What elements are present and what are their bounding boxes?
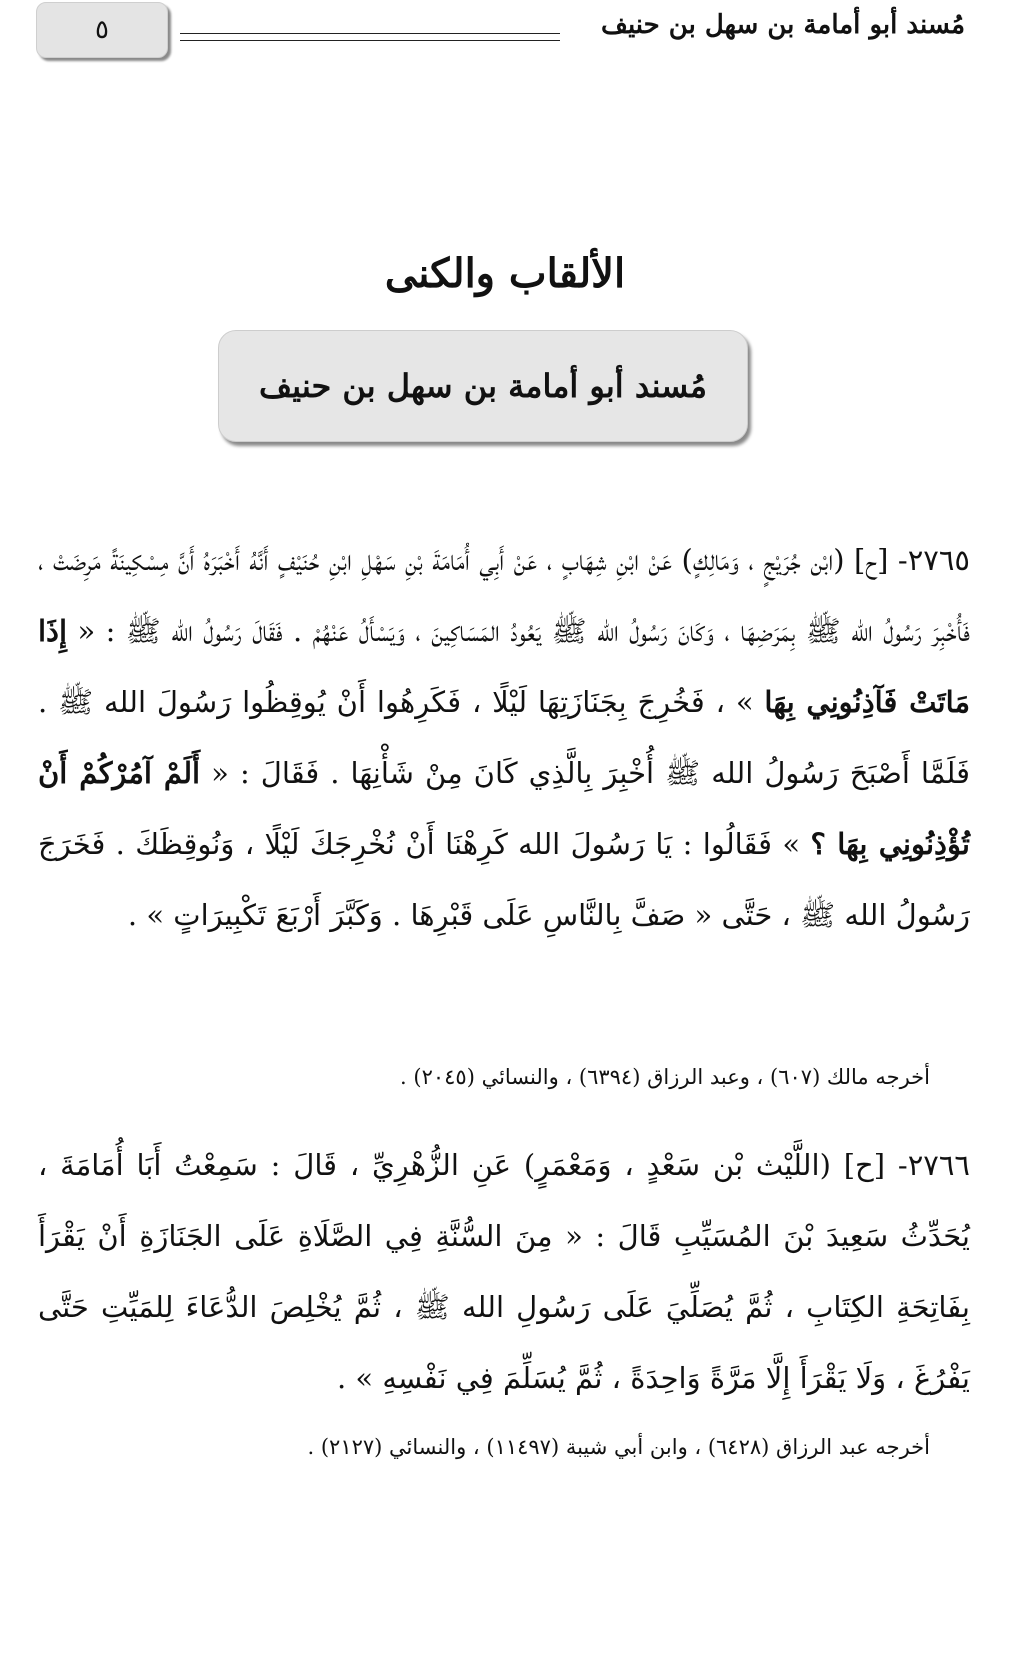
prophetic-saying: أَلَمْ آمُرْكُمْ أَنْ تُؤْذِنُونِي بِهَا ؟ [38,756,970,861]
hadith-2766 [38,1130,970,1414]
musnad-title-box [218,330,748,442]
header-double-rule [180,33,560,41]
running-header-title: مُسند أبو أمامة بن سهل بن حنيف [601,10,965,40]
hadith-takhrij: أخرجه مالك (٦٠٧) ، وعبد الرزاق (٦٣٩٤) ، والنسائي (٢٠٤٥) . [400,1065,930,1089]
hadith-takhrij: أخرجه عبد الرزاق (٦٤٢٨) ، وابن أبي شيبة (١١٤٩٧) ، والنسائي (٢١٢٧) . [307,1435,930,1459]
page-number-badge [36,2,168,58]
chapter-title: الألقاب والكنى [384,250,626,297]
hadith-number: ٢٧٦٦- [897,1148,971,1182]
hadith-text: [ح] (اللَّيْث بْن سَعْدٍ ، وَمَعْمَرٍ) عَنِ الزُّهْرِيِّ ، قَالَ : سَمِعْتُ أَبَا أُمَامَةَ ، يُحَدِّثُ سَعِيدَ بْنَ المُسَيِّبِ قَالَ : « مِنَ السُّنَّةِ فِي الصَّلَاةِ عَلَى الجَنَازَةِ أَنْ يَقْرَأَ بِفَاتِحَةِ الكِتَابِ ، ثُمَّ يُصَلِّيَ عَلَى رَسُولِ الله ﷺ ، ثُمَّ يُخْلِصَ الدُّعَاءَ لِلمَيِّتِ حَتَّى يَفْرُغَ ، وَلَا يَقْرَأَ إِلَّا مَرَّةً وَاحِدَةً ، ثُمَّ يُسَلِّمَ فِي نَفْسِهِ » . [38,1148,970,1395]
hadith-2765 [38,525,970,951]
prophetic-saying: إِذَا مَاتَتْ فَآذِنُونِي بِهَا [38,614,970,719]
hadith-text: » فَقَالُوا : يَا رَسُولَ الله كَرِهْنَا أَنْ نُخْرِجَكَ لَيْلًا ، وَنُوقِظَكَ . فَخَرَجَ رَسُولُ الله ﷺ ، حَتَّى « صَفَّ بِالنَّاسِ عَلَى قَبْرِهَا . وَكَبَّرَ أَرْبَعَ تَكْبِيرَاتٍ » . [38,827,970,932]
hadith-text: [ح] (ابْن جُرَيْجٍ ، وَمَالِكٍ) عَنْ ابْنِ شِهَابٍ ، عَنْ أَبِي أُمَامَةَ بْنِ سَهْلِ ابْنِ حُنَيْفٍ أَنَّهُ أَخْبَرَهُ أَنَّ مِسْكِينَةً مَرِضَتْ ، فَأُخْبِرَ رَسُولُ الله ﷺ بِمَرَضِهَا ، وَكَانَ رَسُولُ الله ﷺ يَعُودُ المَسَاكِينَ ، وَيَسْأَلُ عَنْهُمْ . فَقَالَ رَسُولُ الله ﷺ : « [38,543,971,648]
musnad-title: مُسند أبو أمامة بن سهل بن حنيف [259,367,707,405]
page-number: ٥ [95,15,109,45]
hadith-text: » ، فَخُرِجَ بِجَنَازَتِهَا لَيْلًا ، فَكَرِهُوا أَنْ يُوقِظُوا رَسُولَ الله ﷺ . فَلَمَّا أَصْبَحَ رَسُولُ الله ﷺ أُخْبِرَ بِالَّذِي كَانَ مِنْ شَأْنِهَا . فَقَالَ : « [38,685,970,790]
hadith-number: ٢٧٦٥- [897,543,971,577]
